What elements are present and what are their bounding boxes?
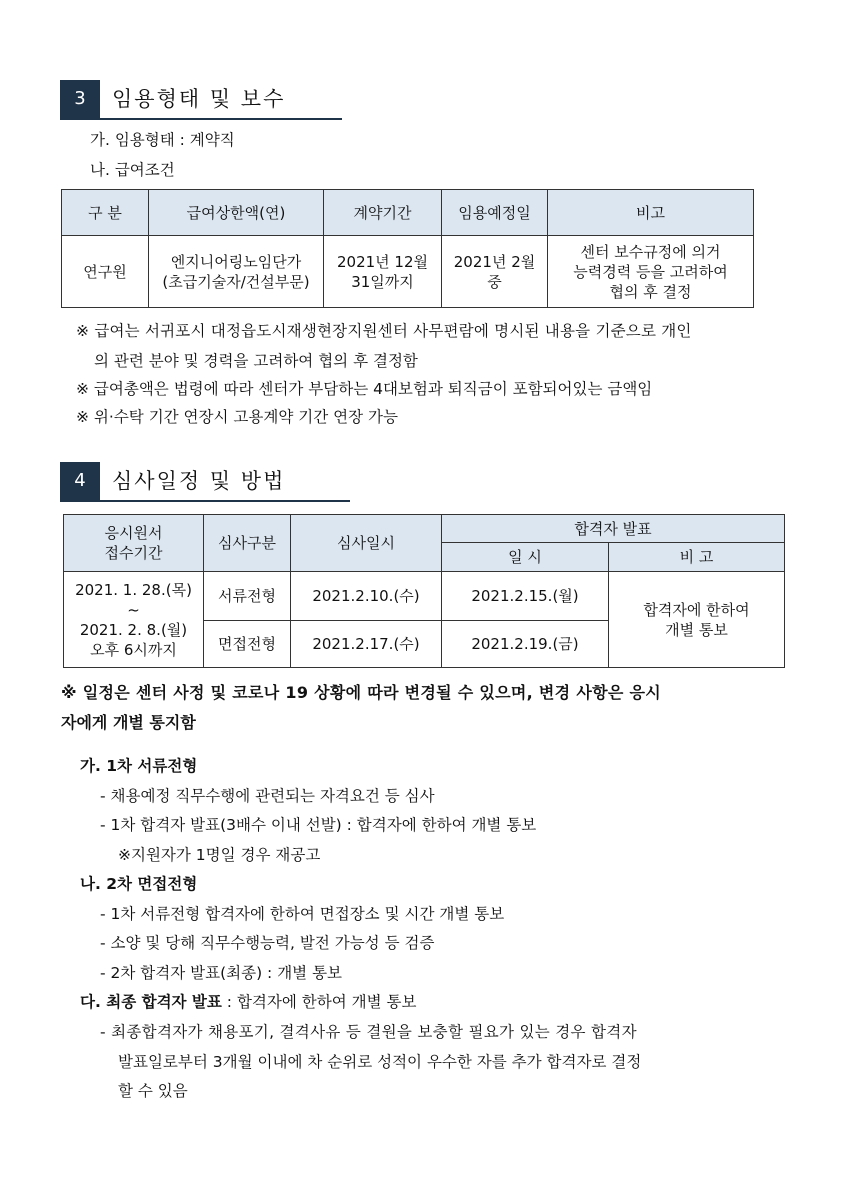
start-date-line2: 중 (487, 272, 502, 291)
schedule-warning-line2: 자에게 개별 통지함 (61, 713, 196, 732)
salary-note-1-cont: 의 관련 분야 및 경력을 고려하여 협의 후 결정함 (94, 352, 418, 370)
contract-period-line2: 31일까지 (351, 272, 414, 291)
cell-salary-cap (149, 236, 324, 308)
header-announcement-remarks: 비 고 (609, 543, 785, 572)
salary-note-2: ※ 급여총액은 법령에 따라 센터가 부담하는 4대보험과 퇴직금이 포함되어있는 금액임 (76, 380, 653, 398)
section-underline (60, 500, 350, 502)
step-3-item-cont: 할 수 있음 (118, 1082, 188, 1100)
header-start-date: 임용예정일 (442, 190, 548, 236)
step-2-item: - 소양 및 당해 직무수행능력, 발전 가능성 등 검증 (100, 934, 435, 952)
step-3-heading (80, 992, 416, 1012)
remarks-line1: 센터 보수규정에 의거 (580, 242, 721, 261)
cell-screening-date: 2021.2.10.(수) (291, 572, 442, 621)
step-3-item: - 최종합격자가 채용포기, 결격사유 등 결원을 보충할 필요가 있는 경우 합격자 (100, 1023, 637, 1041)
salary-condition-label: 나. 급여조건 (90, 161, 175, 179)
header-application-line1: 응시원서 (104, 524, 163, 542)
section-4-header (60, 462, 350, 500)
step-1-note: ※지원자가 1명일 경우 재공고 (118, 846, 321, 864)
application-deadline-time: 오후 6시까지 (90, 640, 177, 659)
cell-result-date: 2021.2.19.(금) (442, 621, 609, 668)
cell-screening-type: 면접전형 (204, 621, 291, 668)
cell-contract-period (324, 236, 442, 308)
cell-screening-type: 서류전형 (204, 572, 291, 621)
cell-announcement-remarks (609, 572, 785, 668)
step-3-item-cont: 발표일로부터 3개월 이내에 차 순위로 성적이 우수한 자를 추가 합격자로 결정 (118, 1053, 642, 1071)
cell-application-period (64, 572, 204, 668)
header-application-line2: 접수기간 (104, 544, 163, 562)
step-3-title-rest: : 합격자에 한하여 개별 통보 (221, 993, 417, 1011)
header-result-announcement: 합격자 발표 (442, 515, 785, 543)
header-screening-date: 심사일시 (291, 515, 442, 572)
start-date-line1: 2021년 2월 (453, 252, 536, 271)
salary-table (61, 189, 754, 308)
step-2-title: 나. 2차 면접전형 (80, 875, 198, 893)
step-2-item: - 1차 서류전형 합격자에 한하여 면접장소 및 시간 개별 통보 (100, 905, 505, 923)
section-number: 4 (60, 462, 100, 500)
cell-start-date (442, 236, 548, 308)
schedule-table (63, 514, 785, 668)
section-underline (60, 118, 342, 120)
salary-note-1: ※ 급여는 서귀포시 대정읍도시재생현장지원센터 사무편람에 명시된 내용을 기준으로 개인 (76, 322, 692, 340)
step-1-item: - 1차 합격자 발표(3배수 이내 선발) : 합격자에 한하여 개별 통보 (100, 816, 537, 834)
salary-cap-line2: (초급기술자/건설부문) (162, 272, 310, 291)
step-2-item: - 2차 합격자 발표(최종) : 개별 통보 (100, 964, 343, 982)
application-start: 2021. 1. 28.(목) (75, 580, 192, 599)
header-contract-period: 계약기간 (324, 190, 442, 236)
salary-cap-line1: 엔지니어링노임단가 (170, 252, 302, 271)
employment-type: 가. 임용형태 : 계약직 (90, 131, 235, 149)
step-1-item: - 채용예정 직무수행에 관련되는 자격요건 등 심사 (100, 787, 435, 805)
header-screening-type: 심사구분 (204, 515, 291, 572)
header-application-period (64, 515, 204, 572)
cell-remarks (548, 236, 754, 308)
cell-position: 연구원 (62, 236, 149, 308)
step-1-title: 가. 1차 서류전형 (80, 757, 198, 775)
section-title: 임용형태 및 보수 (112, 87, 286, 111)
application-tilde: ~ (127, 600, 140, 619)
step-3-title: 다. 최종 합격자 발표 (80, 993, 222, 1011)
remarks-line2: 능력경력 등을 고려하여 (573, 262, 728, 281)
cell-result-date: 2021.2.15.(월) (442, 572, 609, 621)
header-category: 구 분 (62, 190, 149, 236)
remarks-line3: 협의 후 결정 (609, 282, 692, 301)
announcement-remarks-line2: 개별 통보 (665, 620, 728, 639)
header-remarks: 비고 (548, 190, 754, 236)
application-end: 2021. 2. 8.(월) (79, 620, 188, 639)
section-number: 3 (60, 80, 100, 118)
contract-period-line1: 2021년 12월 (336, 252, 428, 271)
cell-screening-date: 2021.2.17.(수) (291, 621, 442, 668)
section-title: 심사일정 및 방법 (112, 469, 286, 493)
section-3-header (60, 80, 342, 118)
header-salary-cap: 급여상한액(연) (149, 190, 324, 236)
schedule-warning-line1: ※ 일정은 센터 사정 및 코로나 19 상황에 따라 변경될 수 있으며, 변경 사항은 응시 (61, 683, 661, 702)
announcement-remarks-line1: 합격자에 한하여 (643, 600, 750, 619)
salary-note-3: ※ 위·수탁 기간 연장시 고용계약 기간 연장 가능 (76, 408, 398, 426)
header-announcement-date: 일 시 (442, 543, 609, 572)
